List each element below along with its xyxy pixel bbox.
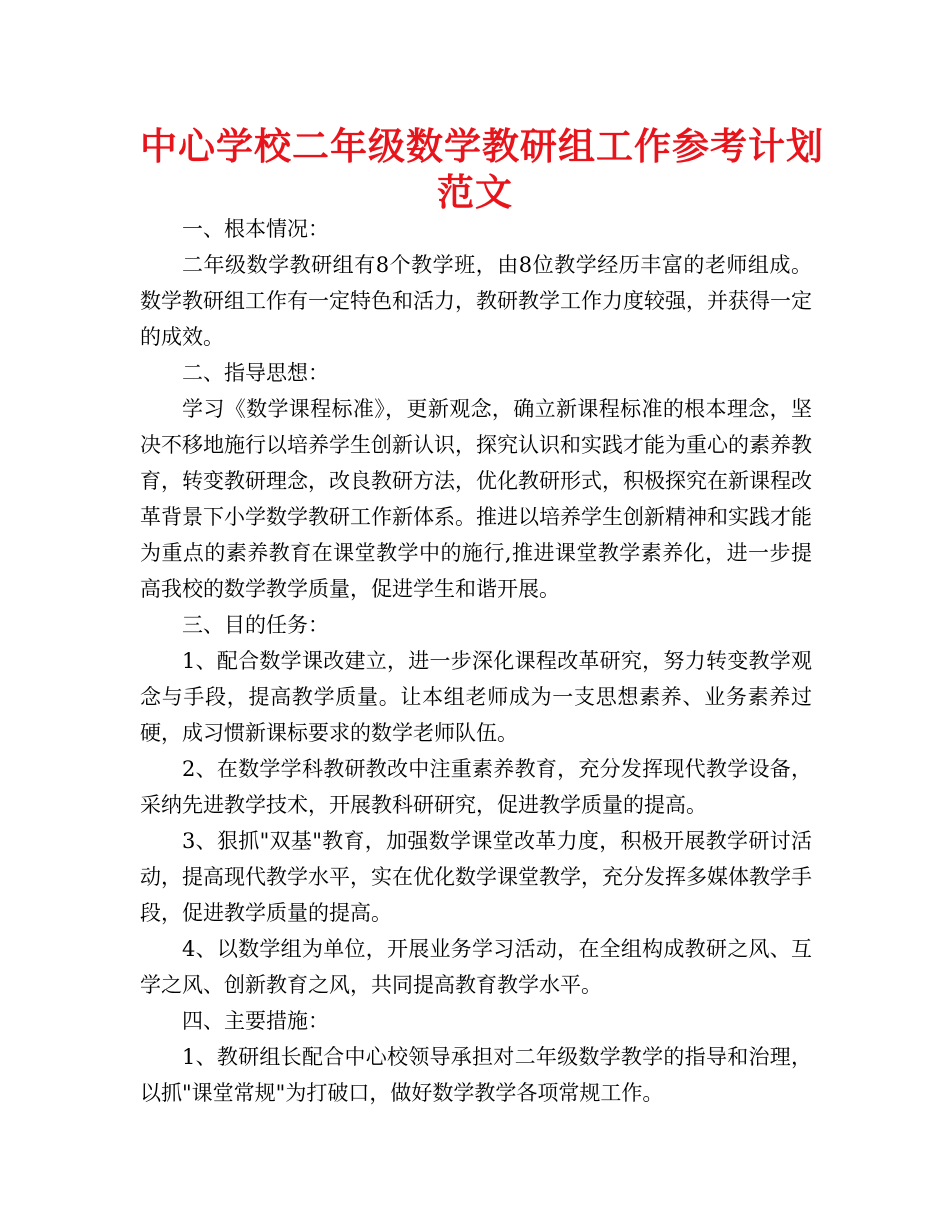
paragraph-goal-1: 1、配合数学课改建立，进一步深化课程改革研究，努力转变教学观念与手段，提高教学质量。让本组老师成为一支思想素养、业务素养过硬，成习惯新课标要求的数学老师队伍。 xyxy=(140,649,812,745)
paragraph-goal-3: 3、狠抓"双基"教育，加强数学课堂改革力度，积极开展教学研讨活动，提高现代教学水平，实在优化数学课堂教学，充分发挥多媒体教学手段，促进教学质量的提高。 xyxy=(140,829,812,925)
document-title: 中心学校二年级数学教研组工作参考计划 xyxy=(140,125,824,168)
paragraph-measure-1: 1、教研组长配合中心校领导承担对二年级数学教学的指导和治理，以抓"课堂常规"为打破口，做好数学教学各项常规工作。 xyxy=(140,1045,812,1105)
section-heading-goals: 三、目的任务： xyxy=(182,613,329,637)
paragraph-basic-situation: 二年级数学教研组有8个教学班，由8位教学经历丰富的老师组成。数学教研组工作有一定特色和活力，教研教学工作力度较强，并获得一定的成效。 xyxy=(140,253,812,349)
section-heading-measures: 四、主要措施： xyxy=(182,1009,329,1033)
paragraph-goal-4: 4、以数学组为单位，开展业务学习活动，在全组构成教研之风、互学之风、创新教育之风，共同提高教育教学水平。 xyxy=(140,937,812,997)
document-title-continued: 范文 xyxy=(437,171,513,214)
paragraph-guiding-thought: 学习《数学课程标准》，更新观念，确立新课程标准的根本理念，坚决不移地施行以培养学生创新认识，探究认识和实践才能为重心的素养教育，转变教研理念，改良教研方法，优化教研形式，积极探究在新课程改革背景下小学数学教研工作新体系。推进以培养学生创新精神和实践才能为重点的素养教育在课堂教学中的施行,推进课堂教学素养化，进一步提高我校的数学教学质量，促进学生和谐开展。 xyxy=(140,397,812,601)
paragraph-goal-2: 2、在数学学科教研教改中注重素养教育，充分发挥现代教学设备，采纳先进教学技术，开展教科研研究，促进教学质量的提高。 xyxy=(140,757,812,817)
section-heading-guiding: 二、指导思想： xyxy=(182,361,329,385)
section-heading-basic: 一、根本情况： xyxy=(182,217,329,241)
document-body xyxy=(140,211,812,1111)
